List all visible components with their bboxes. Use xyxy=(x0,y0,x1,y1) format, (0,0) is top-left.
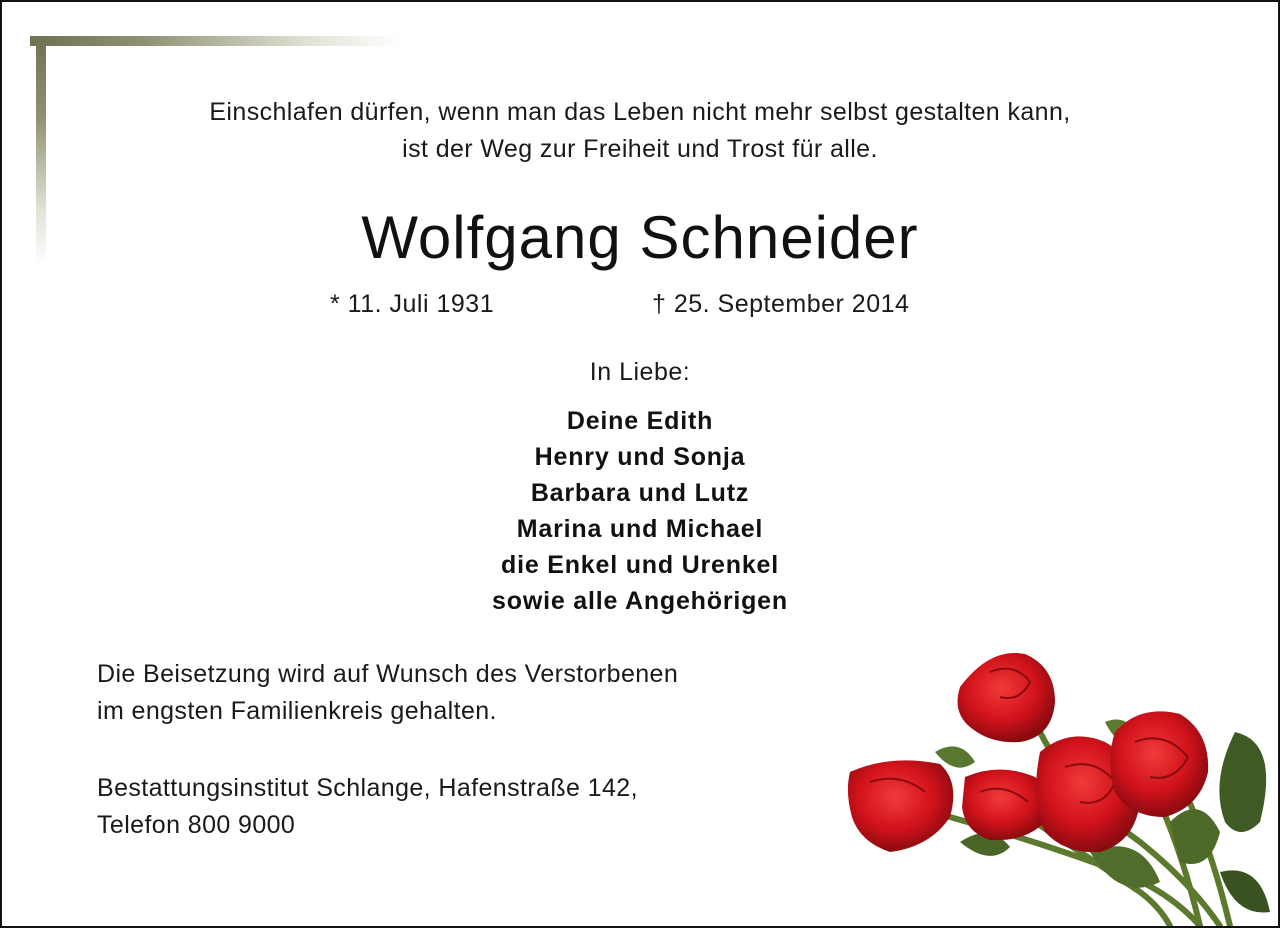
undertaker-line-1: Bestattungsinstitut Schlange, Hafenstraße 142, xyxy=(97,774,638,802)
mourner-line: Marina und Michael xyxy=(516,515,764,543)
mourner-line: Deine Edith xyxy=(566,407,714,435)
mourner-line: Henry und Sonja xyxy=(534,443,746,471)
quote-line-1: Einschlafen dürfen, wenn man das Leben nicht mehr selbst gestalten kann, xyxy=(209,98,1071,126)
undertaker-info xyxy=(97,770,638,844)
funeral-note-line-1: Die Beisetzung wird auf Wunsch des Verstorbenen xyxy=(97,660,679,688)
in-love-label: In Liebe: xyxy=(589,358,691,386)
deceased-name: Wolfgang Schneider xyxy=(361,204,919,271)
corner-frame-horizontal xyxy=(30,36,400,46)
undertaker-line-2: Telefon 800 9000 xyxy=(97,811,296,839)
quote-line-2: ist der Weg zur Freiheit und Trost für alle. xyxy=(402,135,878,163)
funeral-note-line-2: im engsten Familienkreis gehalten. xyxy=(97,697,497,725)
mourner-line: Barbara und Lutz xyxy=(530,479,750,507)
red-roses-image xyxy=(840,642,1278,926)
funeral-note xyxy=(97,656,678,730)
mourners-list xyxy=(2,403,1278,619)
mourner-line: die Enkel und Urenkel xyxy=(501,551,779,579)
birth-date: * 11. Juli 1931 xyxy=(330,290,495,318)
death-date: † 25. September 2014 xyxy=(652,290,910,318)
memorial-quote xyxy=(2,94,1278,168)
mourner-line: sowie alle Angehörigen xyxy=(492,587,788,615)
